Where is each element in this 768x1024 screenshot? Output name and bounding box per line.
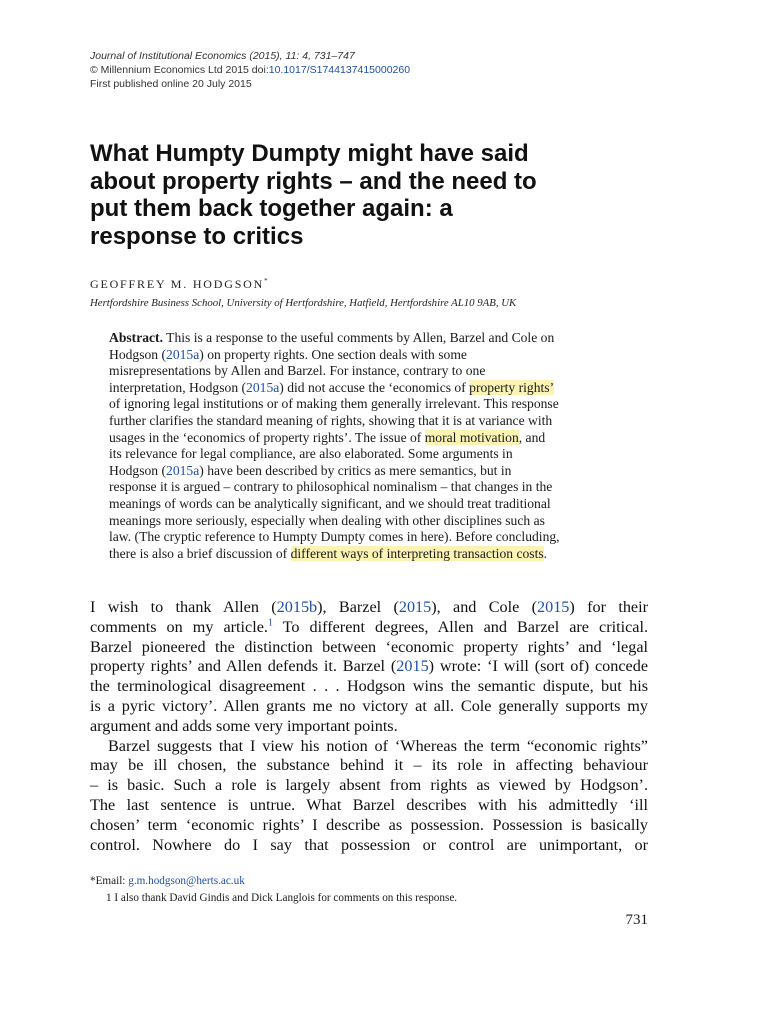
author-footnote-marker: * <box>264 277 268 285</box>
abstract-line: further clarifies the standard meaning of rights, showing that it is at variance with <box>109 412 553 428</box>
abstract-line: Hodgson (2015a) have been described by critics as mere semantics, but in <box>109 462 512 478</box>
body-line: – is basic. Such a role is largely absent from rights as viewed by Hodgson’. <box>90 776 648 795</box>
body-line: argument and adds some very important points. <box>90 716 398 735</box>
abstract-line: response it is argued – contrary to philosophical nominalism – that changes in the <box>109 479 553 495</box>
body-line: is a pyric victory’. Allen grants me no victory at all. Cole generally supports my <box>90 696 648 715</box>
abstract-line: misrepresentations by Allen and Barzel. For instance, contrary to one <box>109 363 486 379</box>
body-line: comments on my article.$^1$ To different degrees, Allen and Barzel are critical. <box>90 617 648 636</box>
abstract-line: its relevance for legal compliance, are also elaborated. Some arguments in <box>109 446 513 462</box>
copyright-line: © Millennium Economics Ltd 2015 doi:10.1017/S1744137415000260 <box>90 64 411 76</box>
article-title <box>90 140 650 250</box>
citation-link[interactable]: 2015a <box>166 346 200 362</box>
body-line: Barzel suggests that I view his notion of ‘Whereas the term “economic rights” <box>108 736 648 755</box>
abstract-line: meanings of words can be analytically significant, and we should treat traditional <box>109 495 551 511</box>
email-footnote: *Email: g.m.hodgson@herts.ac.uk <box>90 875 245 887</box>
title-line: put them back together again: a <box>90 195 453 222</box>
title-line: about property rights – and the need to <box>90 167 537 195</box>
author-name: GEOFFREY M. HODGSON* <box>90 277 268 291</box>
footnotes <box>90 873 650 907</box>
abstract-line: usages in the ‘economics of property rights’. The issue of moral motivation, and <box>109 429 546 445</box>
abstract-line: Abstract. This is a response to the useful comments by Allen, Barzel and Cole on <box>109 330 555 345</box>
article-header <box>90 49 650 91</box>
page-number: 731 <box>625 912 648 928</box>
abstract-line: Hodgson (2015a) on property rights. One section deals with some <box>109 346 467 362</box>
footnote-1: 1 I also thank David Gindis and Dick Langlois for comments on this response. <box>106 892 458 904</box>
body-line: may be ill chosen, the substance behind it – its role in affecting behaviour <box>90 756 648 775</box>
journal-citation: Journal of Institutional Economics (2015), 11: 4, 731–747 <box>90 50 355 62</box>
email-link[interactable]: g.m.hodgson@herts.ac.uk <box>128 875 245 887</box>
abstract-line: interpretation, Hodgson (2015a) did not accuse the ‘economics of property rights’ <box>109 379 555 395</box>
highlighted-text[interactable]: moral motivation <box>424 429 519 445</box>
body-line: chosen’ term ‘economic rights’ I describe as possession. Possession is basically <box>90 815 648 834</box>
highlighted-text[interactable]: different ways of interpreting transaction costs <box>290 545 544 561</box>
abstract <box>109 330 649 562</box>
title-line: What Humpty Dumpty might have said <box>90 140 529 167</box>
body-line: the terminological disagreement . . . Hodgson wins the semantic dispute, but his <box>90 677 648 696</box>
body-line: property rights’ and Allen defends it. Barzel (2015) wrote: ‘I will (sort of) concede <box>90 657 649 676</box>
citation-link[interactable]: 2015b <box>276 598 318 616</box>
citation-link[interactable]: 2015 <box>396 657 429 676</box>
body-line: Barzel pioneered the distinction between ‘economic property rights’ and ‘legal <box>90 637 648 656</box>
body-line: control. Nowhere do I say that possession or control are unimportant, or <box>90 835 648 854</box>
body-line: The last sentence is untrue. What Barzel describes with his admittedly ‘ill <box>90 795 648 814</box>
abstract-line: there is also a brief discussion of different ways of interpreting transaction costs. <box>109 545 548 561</box>
author-affiliation: Hertfordshire Business School, University of Hertfordshire, Hatfield, Hertfordshire AL10 9AB, UK <box>90 297 517 309</box>
footnote-ref-link[interactable]: 1 <box>267 617 273 629</box>
abstract-label: Abstract. <box>109 330 163 345</box>
body-line: I wish to thank Allen (2015b), Barzel (2015), and Cole (2015) for their <box>90 598 648 616</box>
publication-date: First published online 20 July 2015 <box>90 78 252 90</box>
title-line: response to critics <box>90 222 304 250</box>
citation-link[interactable]: 2015 <box>537 598 570 616</box>
abstract-line: law. (The cryptic reference to Humpty Dumpty comes in here). Before concluding, <box>109 529 560 545</box>
abstract-line: of ignoring legal institutions or of making them generally irrelevant. This response <box>109 396 559 412</box>
citation-link[interactable]: 2015 <box>398 598 432 616</box>
body-text <box>90 598 648 855</box>
abstract-line: meanings more seriously, especially when dealing with other disciplines such as <box>109 512 545 528</box>
citation-link[interactable]: 2015a <box>166 462 200 478</box>
highlighted-text[interactable]: property rights’ <box>469 379 555 395</box>
doi-link[interactable]: 10.1017/S1744137415000260 <box>268 64 411 76</box>
citation-link[interactable]: 2015a <box>246 379 280 395</box>
